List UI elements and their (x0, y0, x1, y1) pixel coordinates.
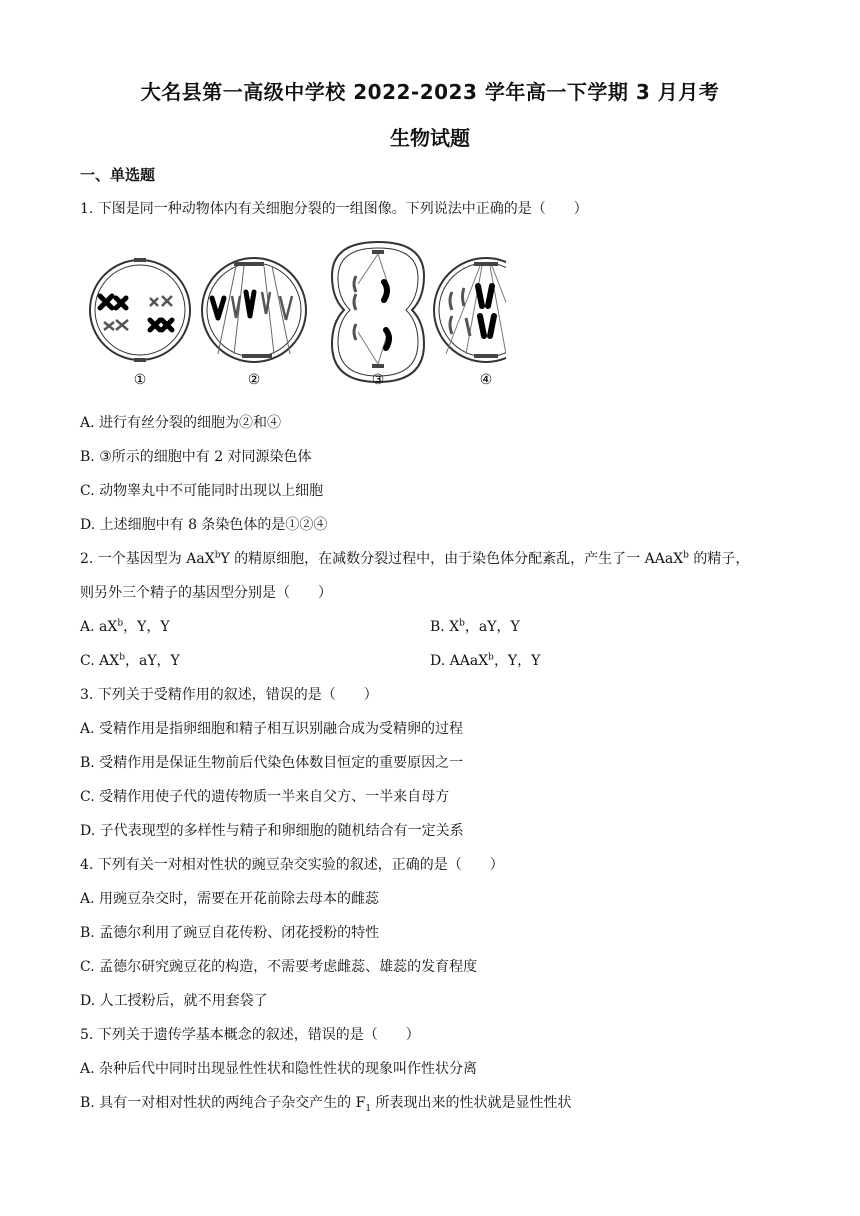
q5-stem: 5. 下列关于遗传学基本概念的叙述，错误的是（ ） (80, 1027, 420, 1043)
q2-option-a: A. $aX^b$，Y，Y (80, 618, 170, 635)
q4-option-b: B. 孟德尔利用了豌豆自花传粉、闭花授粉的特性 (80, 925, 380, 941)
label-3: ③ (371, 372, 385, 388)
cell-2 (202, 258, 306, 362)
exam-title: 大名县第一高级中学校 2022-2023 学年高一下学期 3 月月考 (140, 80, 720, 104)
q5-option-a: A. 杂种后代中同时出现显性性状和隐性性状的现象叫作性状分离 (80, 1061, 478, 1077)
q3-option-d: D. 子代表现型的多样性与精子和卵细胞的随机结合有一定关系 (80, 823, 464, 839)
label-1: ① (133, 372, 147, 388)
label-2: ② (247, 372, 261, 388)
q2-option-d: D. AAaX$^b$，Y，Y (430, 652, 541, 669)
q1-option-a: A. 进行有丝分裂的细胞为②和④ (80, 415, 282, 431)
cell-division-figure (86, 236, 506, 396)
cell-3 (332, 242, 424, 382)
q5-option-b: B. 具有一对相对性状的两纯合子杂交产生的 $F_1$ 所表现出来的性状就是显性性状 (80, 1095, 572, 1114)
q3-option-b: B. 受精作用是保证生物前后代染色体数目恒定的重要原因之一 (80, 755, 464, 771)
q3-option-c: C. 受精作用使子代的遗传物质一半来自父方、一半来自母方 (80, 789, 450, 805)
q2-option-b: B. $X^b$，aY，Y (430, 618, 520, 635)
q3-stem: 3. 下列关于受精作用的叙述，错误的是（ ） (80, 687, 378, 703)
label-4: ④ (479, 372, 493, 388)
exam-subtitle: 生物试题 (390, 126, 470, 150)
q1-option-c: C. 动物睾丸中不可能同时出现以上细胞 (80, 483, 324, 499)
cell-1 (90, 258, 190, 362)
q3-option-a: A. 受精作用是指卵细胞和精子相互识别融合成为受精卵的过程 (80, 721, 464, 737)
q1-option-d: D. 上述细胞中有 8 条染色体的是①②④ (80, 517, 328, 533)
q2-option-c: C. $AX^b$，aY，Y (80, 652, 180, 669)
q1-option-b: B. ③所示的细胞中有 2 对同源染色体 (80, 449, 312, 465)
q4-stem: 4. 下列有关一对相对性状的豌豆杂交实验的叙述，正确的是（ ） (80, 857, 504, 873)
q1-stem: 1. 下图是同一种动物体内有关细胞分裂的一组图像。下列说法中正确的是（ ） (80, 201, 588, 217)
q2-stem: 2. 一个基因型为 AaX$^b$Y 的精原细胞，在减数分裂过程中，由于染色体分配紊乱，产生了一 AAaX$^b$ 的精子， (80, 550, 750, 567)
cell-4 (434, 258, 506, 362)
q2-stem-line2: 则另外三个精子的基因型分别是（ ） (80, 585, 332, 601)
q4-option-a: A. 用豌豆杂交时，需要在开花前除去母本的雌蕊 (80, 891, 380, 907)
q4-option-d: D. 人工授粉后，就不用套袋了 (80, 993, 268, 1009)
section-heading: 一、单选题 (80, 166, 156, 184)
q4-option-c: C. 孟德尔研究豌豆花的构造，不需要考虑雌蕊、雄蕊的发育程度 (80, 959, 478, 975)
